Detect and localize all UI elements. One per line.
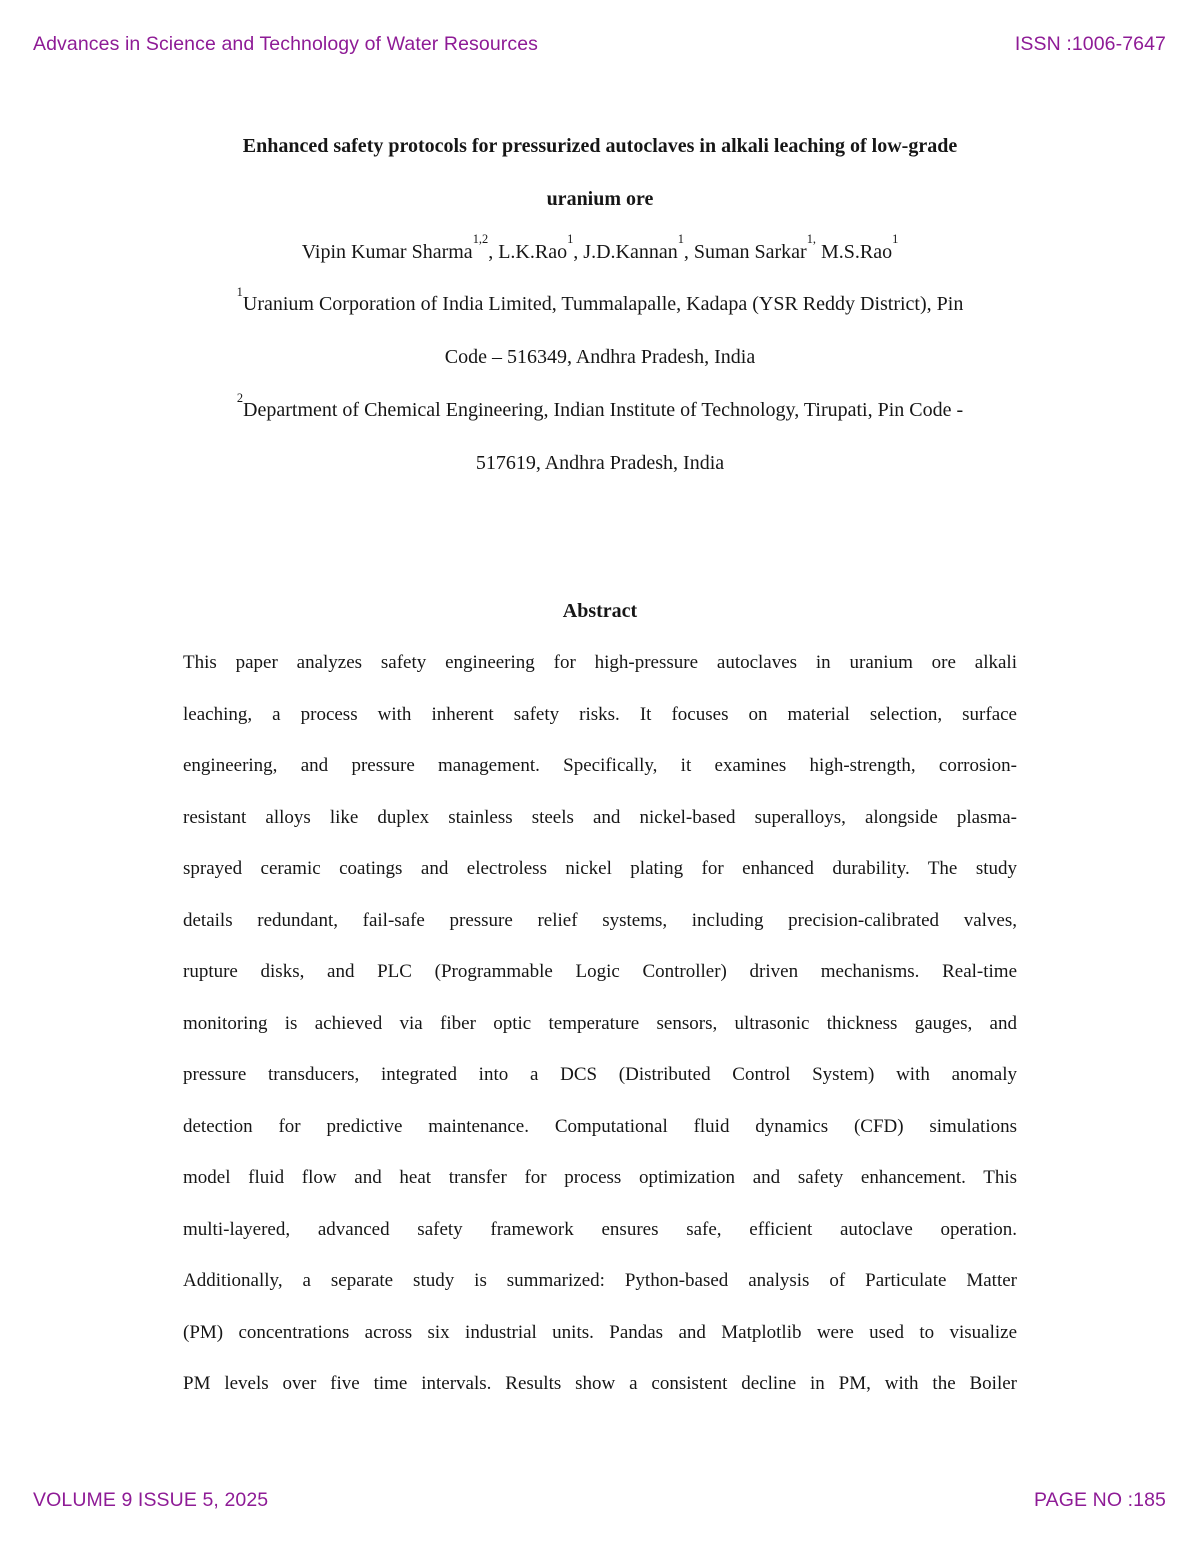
author-superscript: 1: [677, 232, 684, 247]
abstract-line: sprayed ceramic coatings and electroless nickel plating for enhanced durability. The study: [183, 858, 1017, 880]
article-title-line-1: Enhanced safety protocols for pressurized autoclaves in alkali leaching of low-grade: [242, 135, 958, 157]
abstract-heading: Abstract: [562, 599, 638, 622]
abstract-line: model fluid flow and heat transfer for process optimization and safety enhancement. This: [183, 1167, 1017, 1189]
front-matter: [183, 0, 1017, 490]
abstract-line: rupture disks, and PLC (Programmable Logic Controller) driven mechanisms. Real-time: [183, 961, 1017, 983]
author-name: , L.K.Rao: [488, 240, 568, 263]
abstract-line: Additionally, a separate study is summarized: Python-based analysis of Particulate Matter: [183, 1270, 1017, 1292]
affiliation-text: 517619, Andhra Pradesh, India: [475, 451, 725, 474]
abstract-line: PM levels over five time intervals. Results show a consistent decline in PM, with the Boiler: [183, 1373, 1017, 1395]
abstract-line: resistant alloys like duplex stainless steels and nickel-based superalloys, alongside plasma-: [183, 806, 1017, 828]
author-name: , Suman Sarkar: [683, 240, 807, 263]
section-gap: [183, 490, 1017, 585]
abstract-line: leaching, a process with inherent safety risks. It focuses on material selection, surface: [183, 703, 1017, 725]
affiliation-superscript: 1: [236, 284, 243, 299]
abstract-line: details redundant, fail-safe pressure relief systems, including precision-calibrated valves,: [183, 909, 1017, 931]
author-name: Vipin Kumar Sharma: [301, 240, 473, 263]
affiliation-text: Uranium Corporation of India Limited, Tummalapalle, Kadapa (YSR Reddy District), Pin: [242, 293, 964, 316]
footer-volume: VOLUME 9 ISSUE 5, 2025: [33, 1489, 269, 1511]
affiliation-text: Code – 516349, Andhra Pradesh, India: [444, 346, 756, 369]
abstract-line: engineering, and pressure management. Specifically, it examines high-strength, corrosion-: [183, 755, 1017, 777]
abstract-line: detection for predictive maintenance. Computational fluid dynamics (CFD) simulations: [183, 1115, 1017, 1137]
affiliation-1-line-2: [183, 331, 1017, 384]
author-name: M.S.Rao: [815, 240, 893, 263]
abstract-line: pressure transducers, integrated into a DCS (Distributed Control System) with anomaly: [183, 1064, 1017, 1086]
journal-name: Advances in Science and Technology of Water Resources: [33, 33, 538, 55]
affiliation-superscript: 2: [236, 390, 244, 405]
author-superscript: 1: [892, 232, 899, 247]
issn-label: ISSN :1006-7647: [1014, 33, 1166, 55]
author-superscript: 1,: [806, 232, 816, 247]
footer-page-number: PAGE NO :185: [1034, 1489, 1166, 1511]
abstract-line: multi-layered, advanced safety framework ensures safe, efficient autoclave operation.: [183, 1218, 1017, 1240]
article-title-line-2: uranium ore: [546, 187, 654, 210]
abstract-paragraph: [183, 637, 1017, 1410]
author-superscript: 1: [567, 232, 574, 247]
affiliation-2-line-1: [183, 384, 1017, 437]
abstract-line: This paper analyzes safety engineering for high-pressure autoclaves in uranium ore alkali: [183, 652, 1017, 674]
author-superscript: 1,2: [472, 232, 489, 247]
article-content: [183, 0, 1017, 1410]
page-footer: [33, 1489, 1166, 1512]
affiliation-1-line-1: [183, 278, 1017, 331]
author-name: , J.D.Kannan: [573, 240, 678, 263]
affiliation-2-line-2: [183, 437, 1017, 490]
abstract-line: monitoring is achieved via fiber optic temperature sensors, ultrasonic thickness gauges, and: [183, 1012, 1017, 1034]
abstract-line: (PM) concentrations across six industrial units. Pandas and Matplotlib were used to visualize: [183, 1321, 1017, 1343]
affiliation-text: Department of Chemical Engineering, Indian Institute of Technology, Tirupati, Pin Code -: [243, 398, 964, 421]
authors-line: [183, 226, 1017, 279]
